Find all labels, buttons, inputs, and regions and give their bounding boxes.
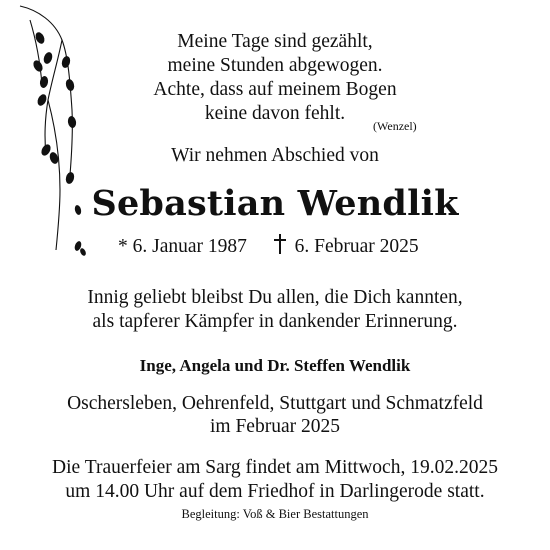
family-names: Inge, Angela und Dr. Steffen Wendlik: [139, 356, 411, 375]
death-date: 6. Februar 2025: [294, 236, 419, 257]
poem-line-3: Achte, dass auf meinem Bogen: [153, 79, 397, 100]
poem-author: (Wenzel): [373, 119, 417, 133]
birth-date: * 6. Januar 1987: [118, 236, 247, 257]
tribute-line-1: Innig geliebt bleibst Du allen, die Dich kannten,: [87, 287, 463, 308]
place-line-2: im Februar 2025: [210, 416, 340, 437]
intro-text: Wir nehmen Abschied von: [171, 145, 379, 166]
cross-icon: [274, 234, 286, 254]
poem-line-4: keine davon fehlt.: [204, 103, 346, 124]
undertaker-note: Begleitung: Voß & Bier Bestattungen: [181, 507, 369, 521]
death-date-group: [274, 234, 419, 258]
deceased-name: Sebastian Wendlik: [91, 183, 459, 224]
poem-line-2: meine Stunden abgewogen.: [167, 55, 383, 76]
place-line-1: Oschersleben, Oehrenfeld, Stuttgart und Schmatzfeld: [67, 393, 483, 414]
tribute-line-2: als tapferer Kämpfer in dankender Erinnerung.: [92, 311, 458, 332]
service-line-1: Die Trauerfeier am Sarg findet am Mittwoch, 19.02.2025: [52, 457, 498, 478]
poem-line-1: Meine Tage sind gezählt,: [177, 31, 373, 52]
service-line-2: um 14.00 Uhr auf dem Friedhof in Darlingerode statt.: [65, 481, 485, 502]
life-dates: [118, 234, 419, 258]
